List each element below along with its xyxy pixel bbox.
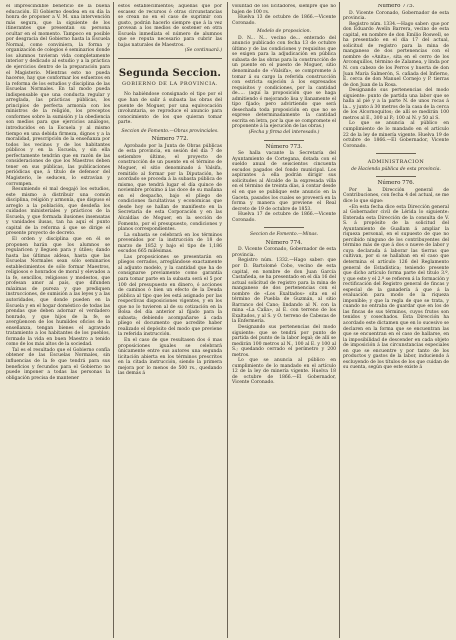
separator-rule [376, 176, 416, 177]
notice-number: Número 775. [377, 4, 415, 9]
separator-rule [376, 153, 416, 154]
paragraph: La subasta se celebrará en los términos prevenidos por la instrucción de 18 de marzo de 1852 y bajo el tipo de 1,186 escudos 665 milésimas. [118, 232, 222, 255]
column-divider [339, 2, 340, 638]
admin-title: ADMINISTRACION [367, 159, 425, 166]
paragraph: No habiéndose consignado el tipo por el que han de salir á subasta las obras del puente de Moguer, por una equivocación involuntaria, se reproduce el anuncio para conocimiento de los que quieran tomar parte. [118, 92, 222, 126]
paragraph: D. N... N... vecino de... enterado del anuncio publicado con fecha 13 de octubre último y de las condiciones y requisitos que se exigen para la adjudicación en pública subasta de las obras para la construcción de un puente en el puesto de Moguer, sitio denominado de «Valsifa», se compromete á tomar á su cargo la referida construcción con estricta sujeción á los expresados requisitos y condiciones, por la cantidad de..... (aquí la proposición que se haga admitiendo ó mejorando lisa y llanamente el tipo fijado; pero advirtiendo que será desechada toda proposición en que no se exprese determinadamente la cantidad escrita en letra, por la que se compromete el proponente á la ejecución de las obras.) [232, 35, 336, 130]
paragraph: Se halla vacante la Secretaría del Ayuntamiento de Cortegana, dotada con el sueldo anual de seiscientos cincuenta escudos pagados del fondo municipal. Los aspirantes á ella podrán dirigir sus solicitudes al Alcalde de la expresada villa en el término de treinta días, á contar desde el en que se publique este anuncio en la Gaceta, pasados los cuales se proveerá en la forma y manera que previene el Real decreto de 19 de octubre de 1853. [232, 151, 336, 212]
paragraph: Registro núm. 1334.—Hago saber: que por don Eduardo Avelín Barrera, vecino de esta capital, en nombre de don Emilio Roswell, se ha presentado en el día 17 del actual, solicitud de registro para la mina de manganeso de dos pertenencias con el nombre de «Anita», sita en el cerro de los Arconquillos, término de Zalamea, y linda por N. con cabezo de los Perros y huerta de don Juan María Salmerón, S. cañada del Infierno, E. cerca de don Manuel Cornejo y P. tierras de don Juan de la Rosa. [343, 21, 449, 88]
section-rule [118, 58, 222, 59]
column-divider [113, 2, 114, 638]
continued-note: (Se continuará.) [184, 48, 222, 54]
column-2 [118, 4, 222, 636]
column-1 [6, 4, 110, 636]
paragraph: D. Vicente Coronado, Gobernador de esta provincia. [232, 247, 336, 258]
column-4 [343, 4, 449, 636]
paragraph: Aprobado por la Junta de Obras públicas de esta provincia, en sesión del día 7 de setiembre último, el proyecto de construcción de un puente en el término de Moguer, el sitio denominado á Valsifa, remitido al formar por la Diputación, he acordado se proceda á la subasta pública de mismo, que tendrá lugar el día quince de noviembre próximo á las doce de su mañana en el despacho, bajo el pliego de condiciones facultativas y económicas que desde hoy se hallan de manifiesto en la Secretaría de esta Corporación y en las Alcaldías de Moguer, en la sección de Fomento, por el presupuesto, condiciones y planos correspondientes. [118, 143, 222, 233]
paragraph: D. Vicente Coronado, Gobernador de esta provincia. [343, 10, 449, 22]
signature-line: Huelva 13 de octubre de 1866.—Vicente Coronado. [232, 15, 336, 26]
paragraph: En el caso de que resultasen dos ó mas proposiciones iguales se celebrará únicamente entre sus autores una segunda licitación abierta en los términos prescritos en la citada instrucción, siendo la primera mejora por lo menos de 500 rs., quedando las demás á [118, 337, 222, 377]
signature-line: Huelva 17 de octubre de 1866.—Vicente Coronado. [232, 212, 336, 223]
section-header: Seccion de Fomento.—Minas. [249, 232, 319, 238]
paragraph: Lo que se anuncia al público en cumplimiento de lo mandado en el artículo 22 de la ley de minería vigente. Huelva 19 de octubre de 1866.—El Gobernador, Vicente Coronado. [343, 121, 449, 149]
paragraph: Registro núm. 1332.—Hago saber: que por D. Bartolomé Cobo, vecino de esta capital, en nombre de don Juan García Castañeda, se ha presentado en el día 16 del actual solicitud de registro para la mina de manganeso de dos pertenencias con el nombre de «Los Exaltados» sita en el término de Puebla de Guzmán, al sitio Barranco del Cano; lindando al N. con la mina «La Caña», al E. con terreno de los Exaltados, y al S. y O. terreno de Cabezas de la Enfermería. [232, 258, 336, 325]
notice-header: Seccion de Fomento.—Obras provinciales. [121, 128, 219, 134]
paragraph: Las proposiciones se presentarán en pliegos cerrados, arreglándose exactamente al adjunto modelo, y la cantidad que ha de consignarse previamente como garantía para tomar parte en la subasta será el 5 por 100 del presupuesto en dinero, ó acciones de caminos ó bien un efecto de la Deuda pública al tipo que les está asignado por las respectivas disposiciones vigentes, y en los que no lo tuvieren al de su cotización en la Bolsa del día anterior al fijado para la subasta; debiendo acompañarse á cada pliego el documento que acredite haber realizado el depósito del modo que previene la referida instrucción. [118, 254, 222, 338]
notice-number: Número 776. [377, 180, 415, 187]
section-title: Segunda Seccion. [118, 67, 222, 79]
paragraph: «En esta fecha dice esta Dirección general al Gobernador civil de Lérida lo siguiente: Enterada esta Dirección de la consulta de V. S. á propósito de la solicitud del Ayuntamiento de Guallam á ampliar la riqueza personal, en el supuesto de que no percibido ninguno de los contribuyentes del término más de que á dos o nueve de labor y cuya declarada á laborar las tierras que cultivan, por si se hallaban en el caso que determina el artículo 126 del Reglamento general de Estadística; teniendo presente que dicho artículo forma parte del título 3.º, y que este y el 2.º se refieren á la formación y rectificación del Registro general de fincas y especial de la ganadería á que á la evaluación para modo de la riqueza imponible; y que la regla de que se trata, y cuando no entraba de guardar que en los de las fincas de sus términos, cuyos frutos son tenidos y cosechados. Esta Dirección ha acordado este dictamen que en lo sucesivo se declaren en la forma que se encuentran las que se encuentran en el caso de hallarse, en la imposibilidad de descender en cada objeto de imposición á las circunstancias especiales en que se encuentre y por tanto de los productos y gastos de la labor, induciendo á escluyendo de los títulos de los que cuidan de su cuenta, según que este existe á [343, 204, 449, 371]
paragraph: El orden y disciplina que en él se proponen harán que los alumnos se regularicen y lleguen para y útiles; dando hasta las últimas aldeas, hasta que las Escuelas Normales sean sólo seminarios establecimientos de sólo formar Maestros, religiosos e honrados de moral y elevados a la fe, sencillos, religiosos y modestos, que profesan amor al país, que difunden máximas de pureza y que prediquen instrucciones, de sumisión a las leyes y a las autoridades, que donde pueden en la Escuela y en el hogar doméstico de todas las prendas que deben adornar el verdadero honrado, y que hijos de la fe, se avergüencen de los humildes oficios de la enseñanza, tengan bienes el agravado tratamiento a los habitantes de los pueblos, formado la vida en buen Maestro a tenido como de los más altos de la sociedad. [6, 236, 110, 348]
notice-number: Número 773. [265, 143, 303, 150]
paragraph: Por la Dirección general de Contribuciones, con fecha 4 del actual, se me dice lo que sigue: [343, 187, 449, 204]
section-subtitle: GOBIERNO DE LA PROVINCIA. [121, 80, 219, 87]
separator-rule [264, 140, 304, 141]
paragraph: el imprescindible beneficio de la buena educación. El Gobierno desdea en su día la honra de proponer a V. M. una intervención más segura, que la siguiente de los itinerantes que presentan su persona ocultar en el momento. Tampoco en posible por desgracia del Gobierno hasta la Escuela Normal, como conviniera, la forma y organización de colegios é seminarios donde los alumnos tuvieran vida completamente interior y dedicado al estudio y a la práctica de ejercicios dentro de la preparación para el Magisterio. Mientras esto no pueda hacerse, hay que conformar los esfuerzos en la reforma de los estudios y disciplina de las Escuelas Normales. En tal modo pueda indispensable que una conducta regular y arreglada, las prácticas públicas, los principios de perfecta armonía con los ministros de la religión, los preceptos conformes sobre la sumisión y la obediencia son medios para que ejercicios análogos, introducidos en la Escuela y al mismo tiempo en una debida firmeza, dignos y a la moralidad, prescripción de la enseñanza por todos los vecinos y de los habitantes públicos y en la Escuela, y sin ella perfectamente tendrán que en razón de las consideraciones de que los Maestros deben tener en sus públicas, las publicaciones periódicas que, á título de defensor del Magisterio, le seducen, lo extravían y corrompen. [6, 4, 110, 187]
paragraph: Lo que se anuncia al público en cumplimiento de lo mandado en el artículo 12 de la ley de minería vigente. Huelva 18 de octubre de 1866.—El Gobernador, Vicente Coronado. [232, 358, 336, 386]
paragraph: voluntad de los licitadores, siempre que no bajen de 100 rs. [232, 4, 336, 15]
column-3 [232, 4, 336, 636]
paragraph: Designando sus pertenencias del modo siguiente: que se tendrá por punto de partida del punto de la labor legal; de allí se medirán 100 metros al N., 100 al E. y 100 al S.; quedando cerrado el perímetro y 200 metros. [232, 324, 336, 358]
separator-rule [264, 227, 304, 228]
admin-subtitle: de Hacienda pública de esta provincia. [351, 166, 441, 172]
paragraph: estos establecimientos; aquellas que por escasez de recursos ó otras circunstancias se crean no en el caso de suprimir con gusto, podrán hacerlo siempre que á la vez provean a los medios de sostener en otra Escuela inmediata el número de alumnos que se reputa necesario para cubrir las bajas naturales de Maestros. [118, 4, 222, 48]
model-title: Modelo de proposicion. [256, 29, 312, 35]
paragraph: Tal es el resultado que el Gobierno confía obtener de las Escuelas Normales, sin influencias de la fe que tendrá para sus beneficios y fecundos para el Gobierno no puede imponer a todas las personas la obligación precisa de mantener [6, 347, 110, 381]
paragraph: Designando sus pertenencias del modo siguiente: punto de partida una labor que se halla al pié y a la parte N. de unos rocas á la... y junto á 30 metros de la casa de la cerca de los Alcornoquitos; de allí se medirán 100 metros al E., 300 al P.; 100 al N. y 50 al S. [343, 88, 449, 121]
notice-number: Número 772. [151, 136, 189, 143]
model-signature: (Fecha y firma del interesado.) [248, 130, 320, 136]
column-divider [227, 2, 228, 638]
paragraph: Resumiendo el mal desgajó los estudios, este mismo a distribuir una común disciplina, religión y armonía, que dispuso el arreglo a la población, que desdeña los cuidados ministeriales y prácticos de la Escuela, y que formada ilusiones insensatas y vanidades ilusas, tan ha aquí el punto capital de la reforma á que se dirige el presente proyecto de decreto. [6, 187, 110, 237]
notice-number: Número 774. [265, 239, 303, 246]
